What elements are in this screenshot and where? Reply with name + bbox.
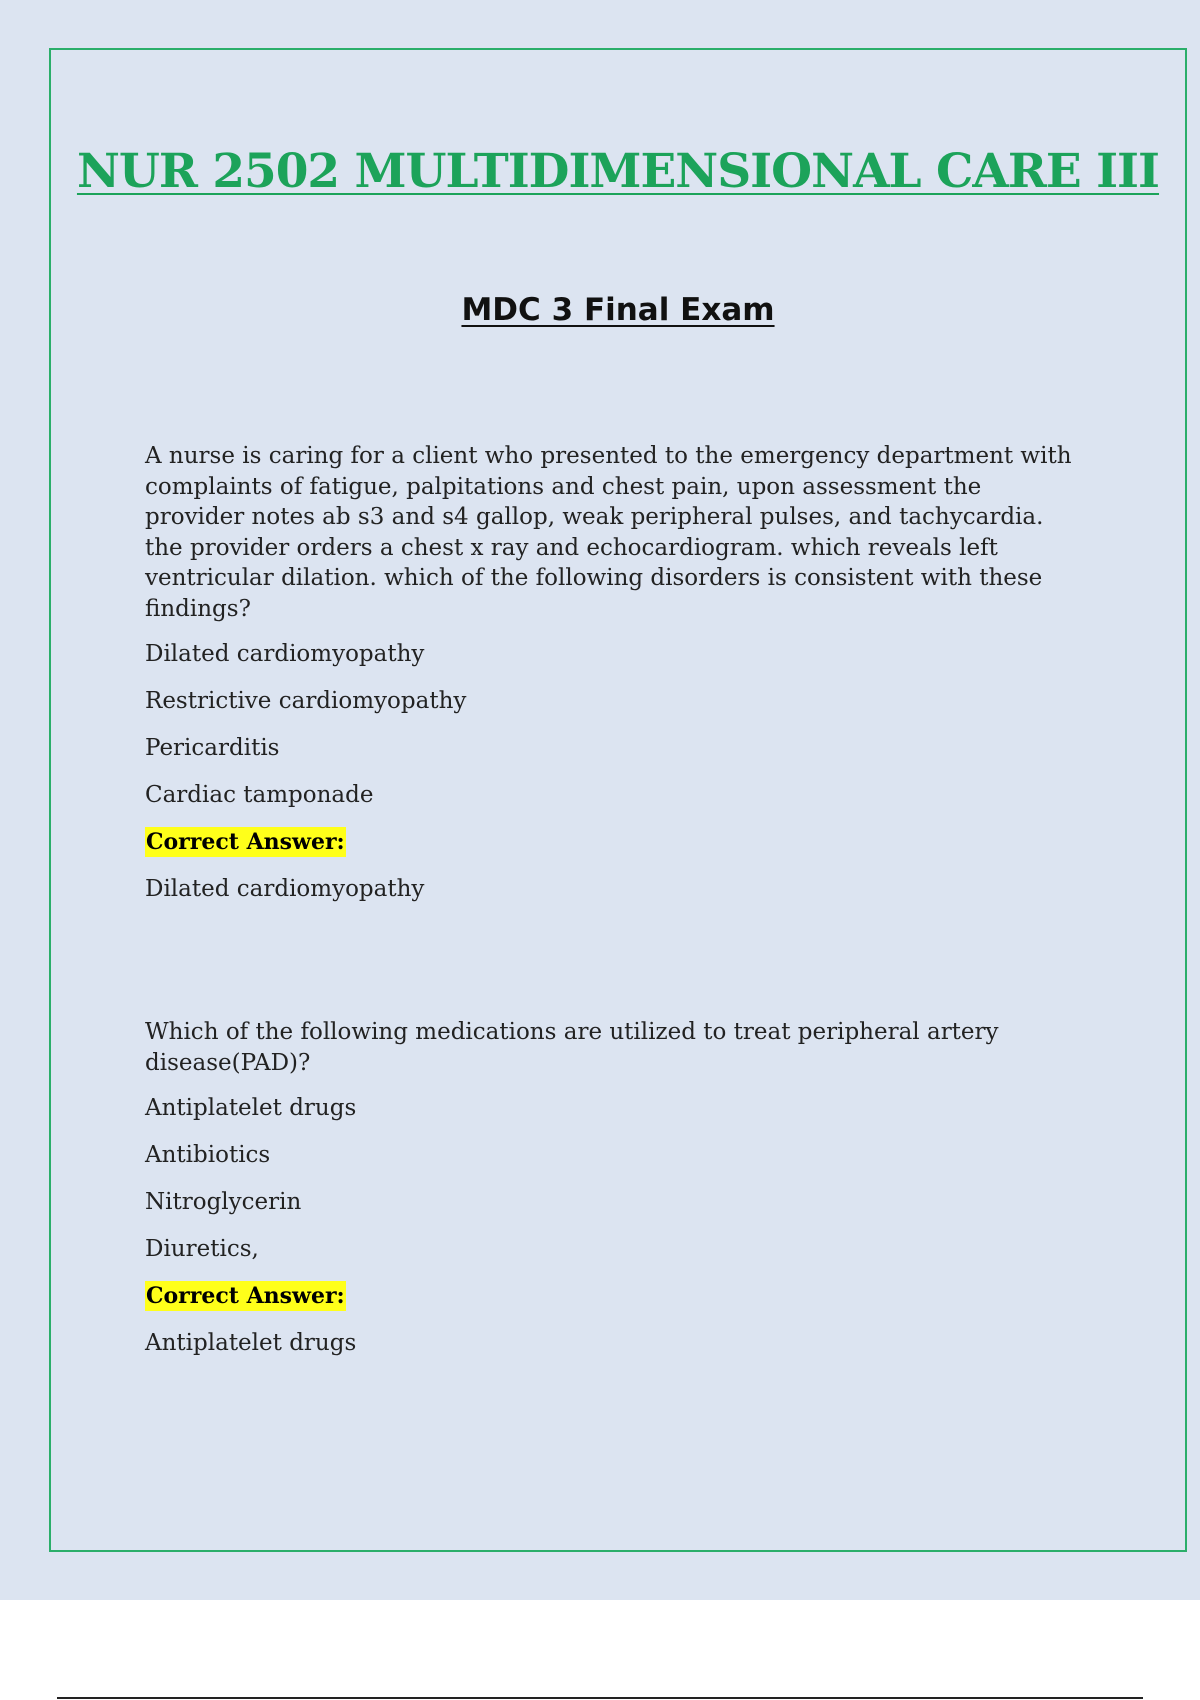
correct-answer-label: Correct Answer: [146,1283,345,1309]
footer-divider [57,1697,1143,1699]
question-1 [145,441,1085,904]
answer-option: Diuretics, [145,1236,259,1262]
correct-answer-text: Dilated cardiomyopathy [145,876,425,902]
question-text: Which of the following medications are utilized to treat peripheral artery disease(PAD)? [145,1019,999,1076]
question-text: A nurse is caring for a client who presented to the emergency department with complaints of fatigue, palpitations and chest pain, upon assessment the provider notes ab s3 and s4 gallop, weak peripheral pulses, and tachycardia. the provider orders a chest x ray and echocardiogram. which reveals left ventricular dilation. which of the following disorders is consistent with these findings? [145,443,1072,622]
exam-title: MDC 3 Final Exam [461,292,775,328]
correct-answer-label: Correct Answer: [146,829,345,855]
answer-option: Nitroglycerin [145,1189,302,1215]
question-2 [145,1017,1085,1358]
answer-option: Cardiac tamponade [145,782,374,808]
answer-option: Antibiotics [145,1142,271,1168]
answer-option: Pericarditis [145,735,280,761]
correct-answer-text: Antiplatelet drugs [145,1330,357,1356]
answer-option: Dilated cardiomyopathy [145,641,425,667]
answer-option: Antiplatelet drugs [145,1095,357,1121]
answer-option: Restrictive cardiomyopathy [145,688,467,714]
course-title: NUR 2502 MULTIDIMENSIONAL CARE III [76,144,1160,199]
